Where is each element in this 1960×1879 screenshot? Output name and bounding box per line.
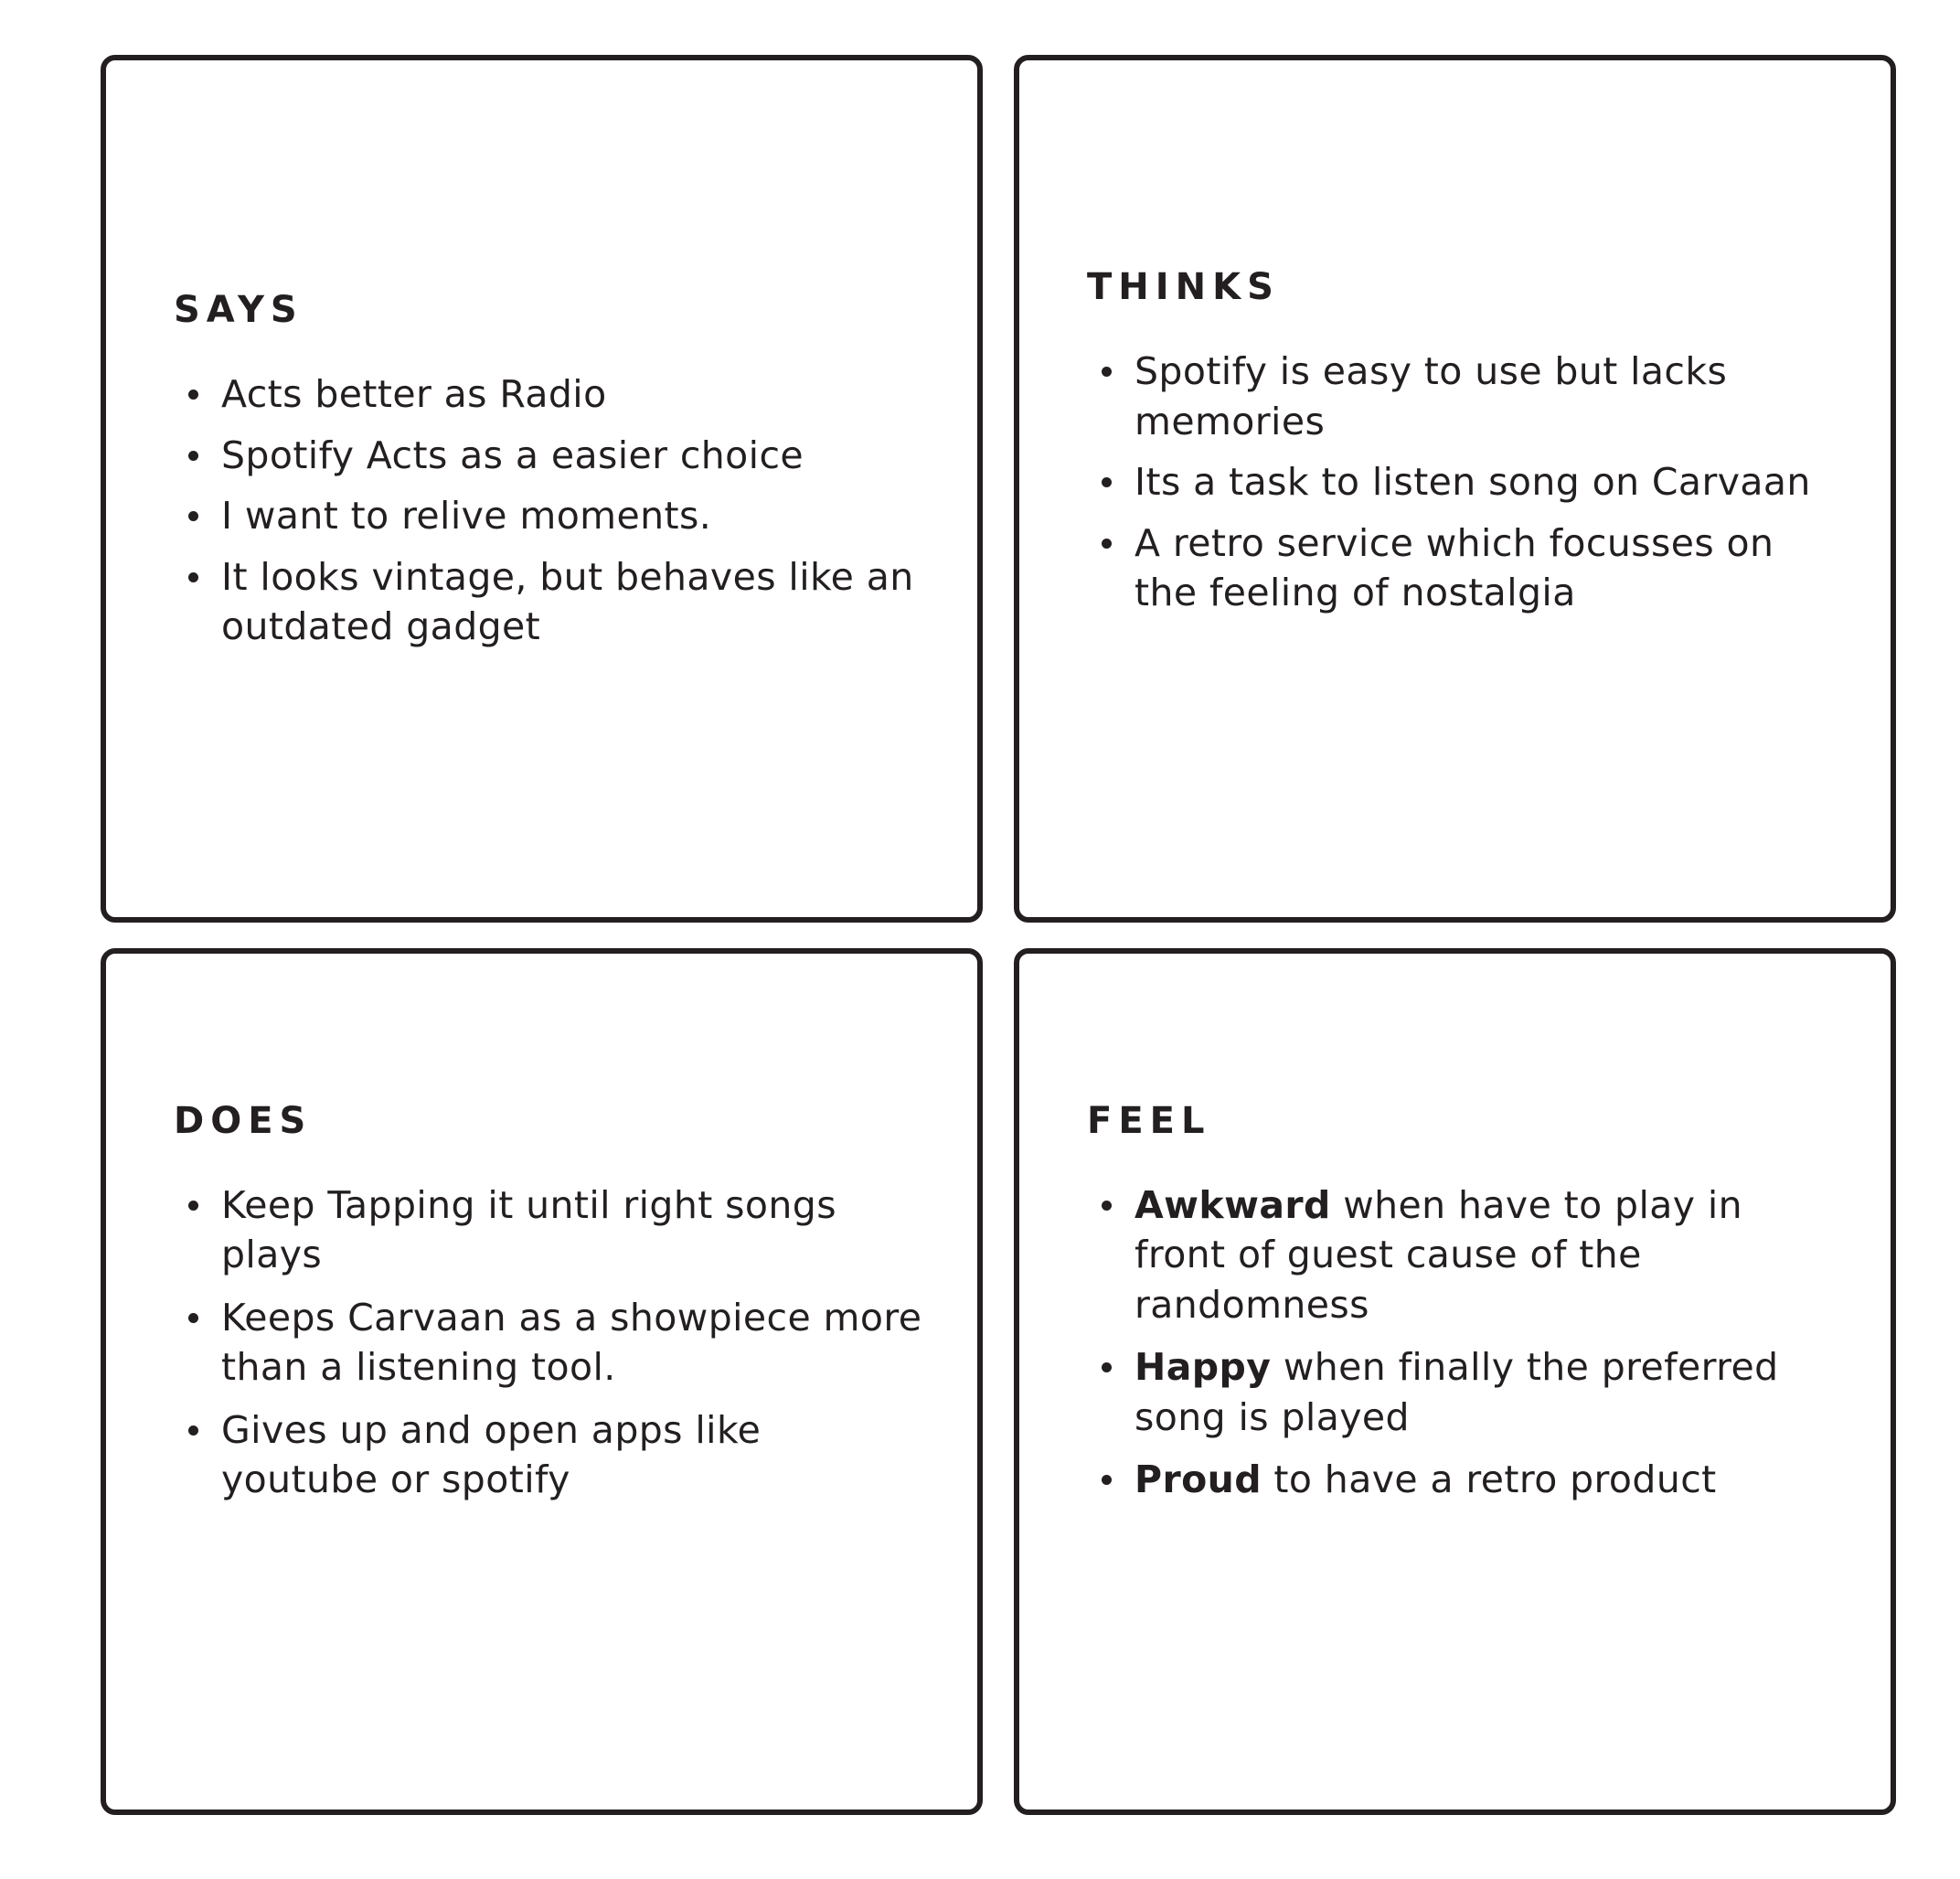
- quadrant-list-says: [166, 369, 922, 663]
- list-item-text: to have a retro product: [1261, 1457, 1717, 1502]
- list-item: Spotify is easy to use but lacks memories: [1096, 347, 1836, 446]
- list-item-emphasis: Proud: [1134, 1457, 1262, 1502]
- list-item-text: when have to play in front of guest cause of the randomness: [1134, 1182, 1743, 1327]
- list-item: Keeps Carvaan as a showpiece more than a listening tool.: [183, 1293, 922, 1393]
- list-item: Gives up and open apps like youtube or spotify: [183, 1405, 922, 1505]
- list-item: Spotify Acts as a easier choice: [183, 431, 922, 481]
- quadrant-title-says: SAYS: [174, 289, 304, 331]
- list-item-emphasis: Happy: [1134, 1345, 1272, 1390]
- quadrant-says: [101, 55, 983, 923]
- quadrant-title-thinks: THINKS: [1087, 266, 1280, 308]
- list-item: [1096, 1342, 1836, 1442]
- list-item: [1096, 1455, 1836, 1505]
- quadrant-list-does: [166, 1180, 922, 1518]
- quadrant-feel: [1014, 948, 1896, 1816]
- list-item: Keep Tapping it until right songs plays: [183, 1180, 922, 1280]
- list-item-text: when finally the preferred song is played: [1134, 1345, 1779, 1439]
- list-item: Acts better as Radio: [183, 369, 922, 420]
- list-item: [1096, 1180, 1836, 1330]
- list-item-emphasis: Awkward: [1134, 1182, 1331, 1227]
- list-item: It looks vintage, but behaves like an outdated gadget: [183, 552, 922, 652]
- quadrant-title-does: DOES: [174, 1099, 313, 1142]
- quadrant-list-thinks: [1080, 347, 1836, 629]
- list-item: Its a task to listen song on Carvaan: [1096, 457, 1836, 507]
- list-item: I want to relive moments.: [183, 491, 922, 541]
- list-item: A retro service which focusses on the feeling of nostalgia: [1096, 518, 1836, 618]
- quadrant-does: [101, 948, 983, 1816]
- quadrant-thinks: [1014, 55, 1896, 923]
- quadrant-list-feel: [1080, 1180, 1836, 1518]
- quadrant-title-feel: FEEL: [1087, 1099, 1211, 1142]
